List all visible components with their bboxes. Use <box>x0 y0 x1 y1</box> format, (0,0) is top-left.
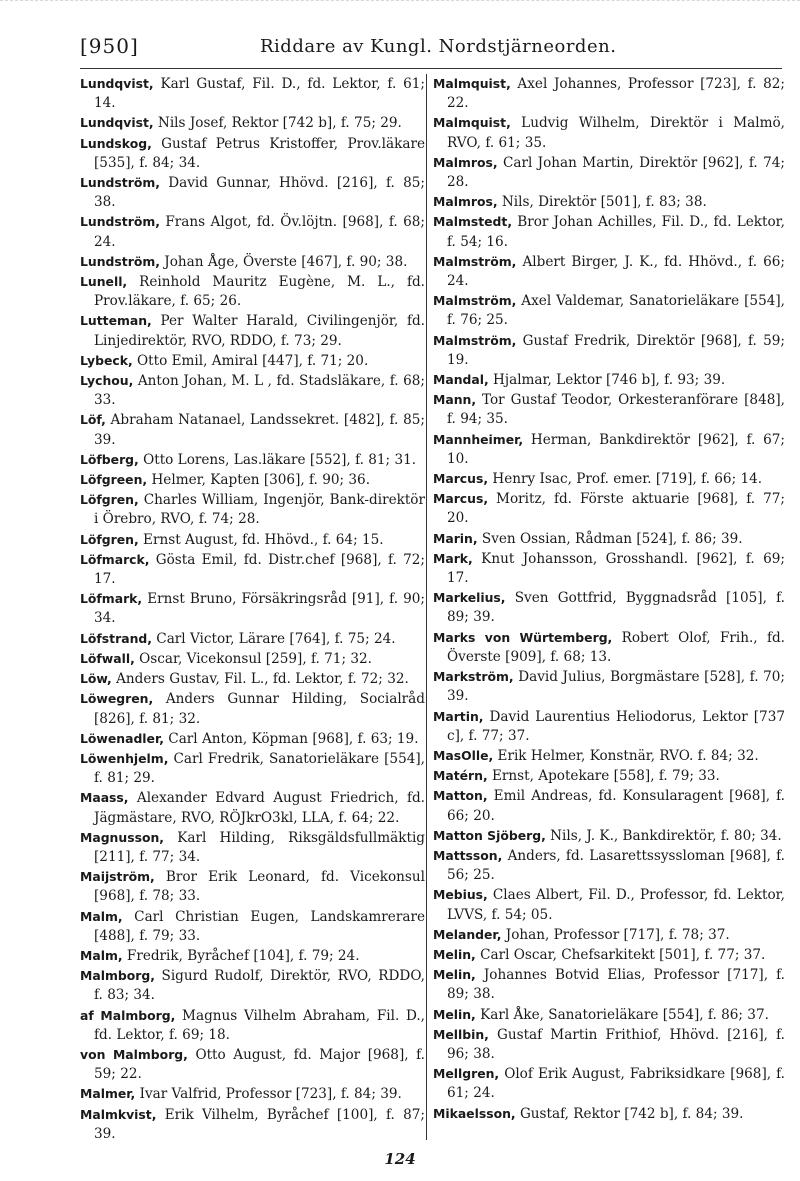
entry-surname: von Malmborg, <box>80 1046 188 1062</box>
column-divider <box>426 74 427 1140</box>
entry-details: Gustaf Martin Frithiof, Hhövd. [216], f. 96; 38. <box>447 1026 785 1062</box>
register-entry <box>433 707 785 746</box>
entry-details: Tor Gustaf Teodor, Orkesteranförare [848], f. 94; 35. <box>447 392 785 428</box>
entry-details: David Laurentius Heliodorus, Lektor [737 c], f. 77; 37. <box>447 708 785 744</box>
entry-surname: Löwenadler, <box>80 730 164 746</box>
entry-surname: Malmquist, <box>433 115 511 131</box>
register-entry <box>433 1025 785 1064</box>
entry-surname: Lunell, <box>80 274 128 290</box>
entry-surname: Malmborg, <box>80 968 155 984</box>
register-entry <box>80 450 425 470</box>
entry-surname: Melin, <box>433 967 476 983</box>
entry-details: Sven Gottfrid, Byggnadsråd [105], f. 89; 39. <box>447 590 785 626</box>
entry-details: Johannes Botvid Elias, Professor [717], f. 89; 38. <box>447 967 785 1003</box>
entry-details: Herman, Bankdirektör [962], f. 67; 10. <box>447 431 785 467</box>
entry-details: Robert Olof, Frih., fd. Överste [909], f. 68; 13. <box>447 629 785 665</box>
entry-details: Karl Hilding, Riksgäldsfullmäktig [211], f. 77; 34. <box>94 829 425 865</box>
register-entry <box>80 1045 425 1084</box>
entry-details: Johan, Professor [717], f. 78; 37. <box>501 926 730 943</box>
register-entry <box>80 867 425 906</box>
register-entry <box>80 1084 425 1104</box>
entry-details: Abraham Natanael, Landssekret. [482], f. 85; 39. <box>94 412 425 448</box>
register-entry <box>80 212 425 251</box>
entry-surname: Martin, <box>433 708 484 724</box>
entry-details: Otto Emil, Amiral [447], f. 71; 20. <box>132 352 369 369</box>
register-entry <box>433 667 785 706</box>
entry-surname: Lundskog, <box>80 135 152 151</box>
register-entry <box>80 589 425 628</box>
entry-surname: Löfwall, <box>80 650 135 666</box>
entry-surname: Mannheimer, <box>433 431 524 447</box>
entry-details: Per Walter Harald, Civilingenjör, fd. Linjedirektör, RVO, RDDO, f. 73; 29. <box>94 313 425 349</box>
entry-surname: Löfstrand, <box>80 630 152 646</box>
entry-surname: Matton Sjöberg, <box>433 827 546 843</box>
register-entry <box>433 549 785 588</box>
entry-details: Charles William, Ingenjör, Bank-direktör i Örebro, RVO, f. 74; 28. <box>94 492 425 528</box>
register-entry <box>433 252 785 291</box>
entry-details: David Julius, Borgmästare [528], f. 70; 39. <box>447 669 785 705</box>
register-entry <box>433 1104 785 1124</box>
entry-details: Olof Erik August, Fabriksidkare [968], f. 61; 24. <box>447 1066 785 1102</box>
entry-surname: Marks von Würtemberg, <box>433 629 613 645</box>
right-column <box>433 74 785 1140</box>
entry-surname: Malmström, <box>433 332 517 348</box>
register-entry <box>433 291 785 330</box>
entry-surname: Löfmark, <box>80 591 143 607</box>
entry-details: Bror Erik Leonard, fd. Vicekonsul [968], f. 78; 33. <box>94 869 425 905</box>
entry-surname: Malmquist, <box>433 76 511 91</box>
entry-surname: Lundqvist, <box>80 76 154 91</box>
entry-surname: Löfgren, <box>80 531 139 547</box>
entry-surname: Lybeck, <box>80 352 133 368</box>
register-entry <box>433 370 785 390</box>
entry-details: Oscar, Vicekonsul [259], f. 71; 32. <box>134 650 372 667</box>
register-entry <box>433 766 785 786</box>
entry-surname: Mikaelsson, <box>433 1105 516 1121</box>
register-entry <box>80 828 425 867</box>
entry-details: Henry Isac, Prof. emer. [719], f. 66; 14. <box>488 471 763 488</box>
entry-details: Axel Valdemar, Sanatorieläkare [554], f. 76; 25. <box>447 293 785 329</box>
header-rule <box>80 68 782 69</box>
register-entry <box>433 1005 785 1025</box>
entry-details: Reinhold Mauritz Eugène, M. L., fd. Prov.läkare, f. 65; 26. <box>94 274 425 310</box>
register-entry <box>80 669 425 689</box>
entry-surname: Marcus, <box>433 491 489 507</box>
register-entry <box>80 252 425 272</box>
entry-details: Ernst Bruno, Försäkringsråd [91], f. 90; 34. <box>94 591 425 627</box>
entry-surname: Malmstedt, <box>433 214 513 230</box>
entry-surname: Matérn, <box>433 768 488 784</box>
entry-details: Gustaf Petrus Kristoffer, Prov.läkare [535], f. 84; 34. <box>94 135 425 171</box>
entry-surname: Melin, <box>433 1006 476 1022</box>
register-entry <box>80 1105 425 1140</box>
entry-surname: Löfmarck, <box>80 551 150 567</box>
folio-number: 124 <box>384 1150 416 1168</box>
entry-surname: Matton, <box>433 788 488 804</box>
entry-details: Anders Gunnar Hilding, Socialråd [826], f. 81; 32. <box>94 691 425 727</box>
entry-surname: Melin, <box>433 946 476 962</box>
entry-details: Alexander Edvard August Friedrich, fd. Jägmästare, RVO, RÖJkrO3kl, LLA, f. 64; 22. <box>94 790 425 826</box>
entry-details: Gösta Emil, fd. Distr.chef [968], f. 72; 17. <box>94 551 425 588</box>
entry-surname: Mandal, <box>433 372 489 388</box>
register-entry <box>433 192 785 212</box>
entry-details: Erik Helmer, Konstnär, RVO. f. 84; 32. <box>493 747 759 764</box>
entry-surname: Lychou, <box>80 373 134 389</box>
entry-details: Axel Johannes, Professor [723], f. 82; 22. <box>447 76 785 112</box>
entry-surname: Lundström, <box>80 175 160 191</box>
entry-surname: Mattsson, <box>433 847 503 863</box>
register-entry <box>80 550 425 589</box>
entry-details: Karl Gustaf, Fil. D., fd. Lektor, f. 61; 14. <box>94 76 425 112</box>
entry-surname: af Malmborg, <box>80 1007 176 1023</box>
entry-details: Moritz, fd. Förste aktuarie [968], f. 77; 20. <box>447 491 785 527</box>
entry-surname: MasOlle, <box>433 747 494 763</box>
entry-surname: Löfgren, <box>80 492 139 508</box>
entry-details: Gustaf Fredrik, Direktör [968], f. 59; 19. <box>447 332 785 368</box>
register-entry <box>80 371 425 410</box>
entry-details: Albert Birger, J. K., fd. Hhövd., f. 66; 24. <box>447 253 785 290</box>
entry-surname: Mebius, <box>433 887 488 903</box>
register-entry <box>80 311 425 350</box>
register-entry <box>80 134 425 173</box>
entry-details: David Gunnar, Hhövd. [216], f. 85; 38. <box>94 175 425 211</box>
entry-details: Emil Andreas, fd. Konsularagent [968], f. 66; 20. <box>447 788 785 824</box>
entry-surname: Mann, <box>433 392 477 408</box>
register-entry <box>433 746 785 766</box>
entry-details: Gustaf, Rektor [742 b], f. 84; 39. <box>515 1105 744 1122</box>
page-header <box>80 34 782 58</box>
register-entry <box>433 925 785 945</box>
entry-surname: Marin, <box>433 530 478 546</box>
register-entry <box>80 749 425 788</box>
entry-details: Anton Johan, M. L , fd. Stadsläkare, f. 68; 33. <box>94 373 425 409</box>
register-entry <box>80 649 425 669</box>
register-entry <box>433 786 785 825</box>
register-entry <box>433 153 785 192</box>
entry-details: Sigurd Rudolf, Direktör, RVO, RDDO, f. 83; 34. <box>94 968 425 1004</box>
register-entry <box>433 430 785 469</box>
register-entry <box>80 788 425 827</box>
entry-surname: Malm, <box>80 908 123 924</box>
entry-surname: Lundqvist, <box>80 115 154 131</box>
entry-details: Ivar Valfrid, Professor [723], f. 84; 39. <box>135 1086 402 1103</box>
entry-details: Ernst, Apotekare [558], f. 79; 33. <box>487 768 720 785</box>
entry-details: Frans Algot, fd. Öv.löjtn. [968], f. 68; 24. <box>94 214 425 250</box>
entry-details: Ernst August, fd. Hhövd., f. 64; 15. <box>138 531 384 548</box>
register-entry <box>80 272 425 311</box>
register-entry <box>433 588 785 627</box>
register-entry <box>433 489 785 528</box>
entry-details: Nils, Direktör [501], f. 83; 38. <box>497 194 707 211</box>
register-entry <box>80 966 425 1005</box>
entry-surname: Malmer, <box>80 1086 136 1102</box>
register-entry <box>80 173 425 212</box>
running-title: Riddare av Kungl. Nordstjärneorden. <box>260 36 617 57</box>
entry-surname: Lutteman, <box>80 313 152 329</box>
register-entry <box>80 729 425 749</box>
entry-details: Knut Johansson, Grosshandl. [962], f. 69; 17. <box>447 550 785 587</box>
entry-details: Nils Josef, Rektor [742 b], f. 75; 29. <box>153 115 402 132</box>
register-entry <box>433 846 785 885</box>
entry-details: Carl Johan Martin, Direktör [962], f. 74; 28. <box>447 154 785 191</box>
entry-details: Johan Åge, Överste [467], f. 90; 38. <box>159 253 408 270</box>
entry-details: Sven Ossian, Rådman [524], f. 86; 39. <box>477 530 743 547</box>
entry-surname: Malmros, <box>433 194 498 210</box>
register-entry <box>80 530 425 550</box>
register-entry <box>80 629 425 649</box>
register-entry <box>433 390 785 429</box>
entry-details: Claes Albert, Fil. D., Professor, fd. Lektor, LVVS, f. 54; 05. <box>447 887 785 923</box>
register-entry <box>80 351 425 371</box>
entry-details: Erik Vilhelm, Byråchef [100], f. 87; 39. <box>94 1106 425 1140</box>
entry-surname: Löf, <box>80 412 106 428</box>
page-number: [950] <box>80 34 139 58</box>
entry-surname: Markström, <box>433 669 514 685</box>
entry-details: Carl Victor, Lärare [764], f. 75; 24. <box>151 630 396 647</box>
scan-edge-line <box>0 0 800 7</box>
entry-details: Carl Oscar, Chefsarkitekt [501], f. 77; 37. <box>475 946 766 963</box>
entry-details: Magnus Vilhelm Abraham, Fil. D., fd. Lektor, f. 69; 18. <box>94 1007 425 1043</box>
entry-surname: Malmström, <box>433 253 517 269</box>
register-entry <box>80 470 425 490</box>
entry-surname: Mark, <box>433 550 473 566</box>
register-entry <box>80 74 425 113</box>
entry-surname: Löfberg, <box>80 451 139 467</box>
register-entry <box>80 907 425 946</box>
entry-details: Carl Fredrik, Sanatorieläkare [554], f. 81; 29. <box>94 750 425 787</box>
entry-surname: Maass, <box>80 790 129 806</box>
entry-details: Karl Åke, Sanatorieläkare [554], f. 86; 37. <box>475 1006 769 1023</box>
entry-details: Helmer, Kapten [306], f. 90; 36. <box>147 472 371 489</box>
register-entry <box>80 946 425 966</box>
entry-surname: Markelius, <box>433 590 506 606</box>
entry-details: Carl Christian Eugen, Landskamrerare [488], f. 79; 33. <box>94 908 425 944</box>
entry-details: Anders, fd. Lasarettssysslоman [968], f. 56; 25. <box>447 847 785 884</box>
entry-surname: Malmström, <box>433 293 517 309</box>
register-entry <box>80 113 425 133</box>
entry-surname: Löwenhjelm, <box>80 750 169 766</box>
entry-surname: Lundström, <box>80 214 160 230</box>
entry-surname: Marcus, <box>433 471 489 487</box>
register-entry <box>433 469 785 489</box>
entry-details: Ludvig Wilhelm, Direktör i Malmö, RVO, f. 61; 35. <box>447 115 785 151</box>
entry-details: Fredrik, Byråchef [104], f. 79; 24. <box>122 947 360 964</box>
register-entry <box>433 74 785 113</box>
entry-details: Otto Lorens, Las.läkare [552], f. 81; 31. <box>138 451 417 468</box>
register-entry <box>80 689 425 728</box>
left-column <box>80 74 425 1140</box>
register-entry <box>433 113 785 152</box>
register-entry <box>433 628 785 667</box>
register-entry <box>80 410 425 449</box>
entry-surname: Maijström, <box>80 869 155 885</box>
register-entry <box>80 1006 425 1045</box>
page-footer <box>0 1150 800 1168</box>
register-entry <box>433 1064 785 1103</box>
register-entry <box>433 945 785 965</box>
entry-details: Bror Johan Achilles, Fil. D., fd. Lektor, f. 54; 16. <box>447 214 785 250</box>
entry-details: Hjalmar, Lektor [746 b], f. 93; 39. <box>488 372 726 389</box>
register-entry <box>433 965 785 1004</box>
register-entry <box>433 529 785 549</box>
register-entry <box>433 212 785 251</box>
entry-surname: Malmkvist, <box>80 1106 157 1122</box>
entry-details: Carl Anton, Köpman [968], f. 63; 19. <box>163 730 419 747</box>
entry-details: Anders Gustav, Fil. L., fd. Lektor, f. 72; 32. <box>111 671 409 688</box>
entry-details: Otto August, fd. Major [968], f. 59; 22. <box>94 1046 425 1083</box>
register-entry <box>433 885 785 924</box>
entry-surname: Malm, <box>80 947 123 963</box>
entry-surname: Mellbin, <box>433 1026 489 1042</box>
entry-surname: Malmros, <box>433 154 498 170</box>
register-entry <box>433 826 785 846</box>
entry-surname: Löwegren, <box>80 691 154 707</box>
entry-surname: Mellgren, <box>433 1066 500 1082</box>
register-entry <box>433 331 785 370</box>
entry-surname: Löfgreen, <box>80 472 148 488</box>
entry-surname: Melander, <box>433 926 502 942</box>
entry-surname: Lundström, <box>80 253 160 269</box>
entry-surname: Löw, <box>80 671 112 687</box>
entry-details: Nils, J. K., Bankdirektör, f. 80; 34. <box>545 827 782 844</box>
register-entry <box>80 490 425 529</box>
entry-surname: Magnusson, <box>80 829 164 845</box>
